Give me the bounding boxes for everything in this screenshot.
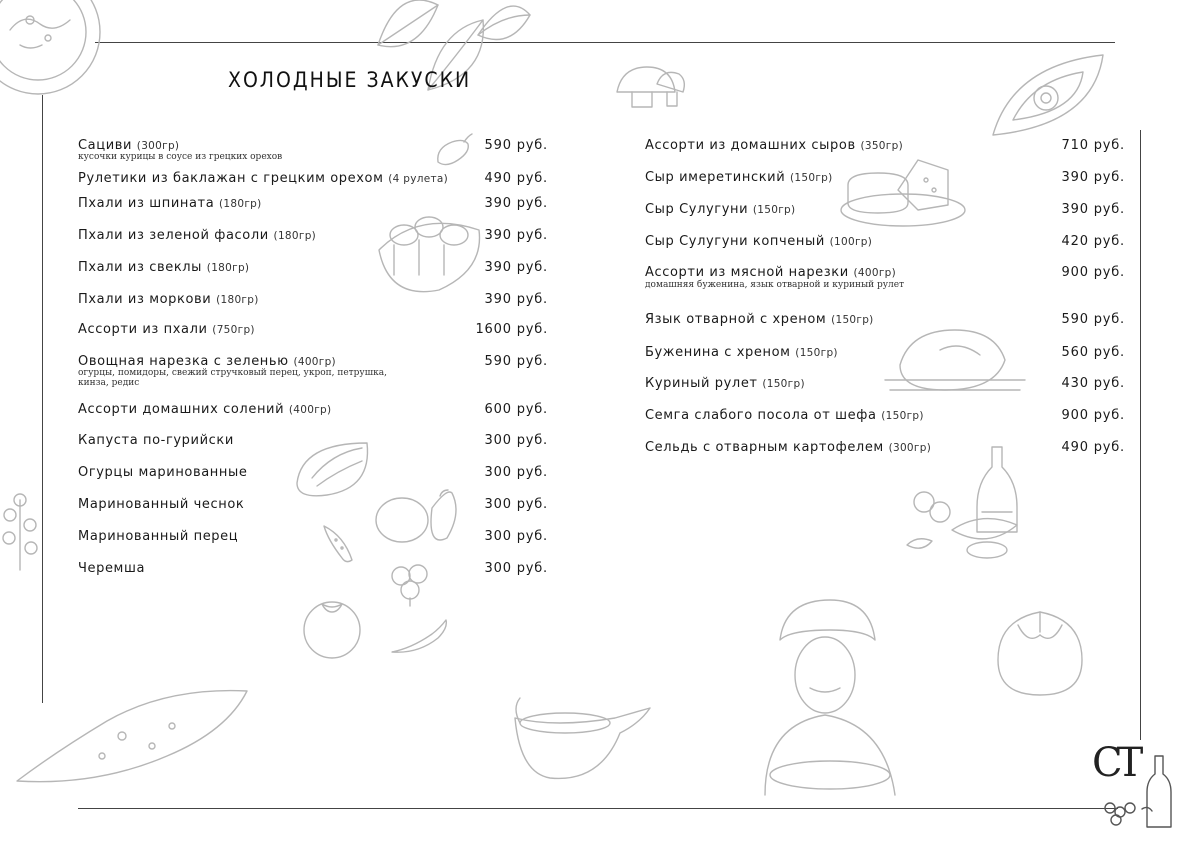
item-name: Сыр Сулугуни — [645, 202, 749, 217]
item-name-line — [645, 408, 924, 423]
logo-text: СТ — [1092, 740, 1138, 786]
item-name-line — [645, 440, 931, 455]
item-name: Пхали из зеленой фасоли — [78, 228, 269, 243]
item-price: 430 руб. — [1061, 376, 1125, 391]
item-name: Сациви — [78, 138, 133, 153]
herb-sprig-icon — [0, 490, 45, 570]
item-weight: (150гр) — [789, 172, 833, 184]
item-name-line — [78, 402, 331, 417]
item-name-line — [645, 202, 795, 217]
item-name: Пхали из моркови — [78, 292, 212, 307]
item-weight: (400гр) — [853, 267, 897, 279]
item-name: Ассорти из мясной нарезки — [645, 265, 849, 280]
item-name-line — [645, 376, 805, 391]
grapes-icon — [1100, 798, 1145, 828]
item-weight: (150гр) — [762, 378, 805, 390]
item-name: Пхали из свеклы — [78, 260, 203, 275]
item-weight: (4 рулета) — [388, 173, 449, 185]
item-price: 900 руб. — [1061, 265, 1125, 280]
item-weight: (180гр) — [216, 294, 259, 306]
item-name: Сыр Сулугуни копченый — [645, 234, 825, 249]
item-price: 390 руб. — [1061, 202, 1125, 217]
mushroom-icon — [612, 62, 687, 112]
item-weight: (750гр) — [212, 324, 255, 336]
item-price: 390 руб. — [484, 260, 548, 275]
item-price: 490 руб. — [484, 171, 548, 186]
item-weight: (150гр) — [831, 314, 874, 326]
item-price: 300 руб. — [484, 433, 548, 448]
item-name: Ассорти из домашних сыров — [645, 138, 856, 153]
item-price: 560 руб. — [1061, 345, 1125, 360]
item-price: 390 руб. — [484, 228, 548, 243]
item-name: Куриный рулет — [645, 376, 758, 391]
item-price: 590 руб. — [484, 354, 548, 369]
item-price: 490 руб. — [1061, 440, 1125, 455]
right-divider — [1140, 130, 1141, 740]
item-name-line — [78, 228, 316, 243]
eggplant-rolls-icon — [374, 205, 484, 295]
item-name-line — [78, 196, 262, 211]
top-divider — [95, 42, 1115, 43]
item-description: огурцы, помидоры, свежий стручковый перец, укроп, петрушка, — [78, 368, 387, 378]
item-weight: (100гр) — [829, 236, 873, 248]
item-weight: (350гр) — [860, 140, 903, 152]
item-name-line — [78, 354, 336, 369]
item-name: Маринованный перец — [78, 529, 239, 544]
item-name-line — [645, 234, 872, 249]
roast-chicken-icon — [880, 320, 1030, 400]
item-name: Капуста по-гурийски — [78, 433, 234, 448]
gravy-boat-icon — [505, 688, 655, 788]
bottom-divider — [78, 808, 1118, 809]
fish-platter-icon — [902, 490, 1024, 560]
item-weight: (150гр) — [881, 410, 924, 422]
item-price: 1600 руб. — [475, 322, 548, 337]
item-name: Ассорти домашних солений — [78, 402, 285, 417]
garlic-icon — [372, 488, 467, 546]
tomato-icon — [298, 592, 368, 660]
item-name: Язык отварной с хреном — [645, 312, 827, 327]
item-price: 390 руб. — [1061, 170, 1125, 185]
cheese-board-icon — [838, 155, 968, 230]
item-weight: (180гр) — [206, 262, 250, 274]
lavash-bread-icon — [12, 686, 252, 796]
item-name-line — [645, 345, 838, 360]
item-price: 300 руб. — [484, 497, 548, 512]
item-price: 600 руб. — [484, 402, 548, 417]
item-price: 900 руб. — [1061, 408, 1125, 423]
item-description: кусочки курицы в соусе из грецких орехов — [78, 152, 283, 162]
item-price: 420 руб. — [1061, 234, 1125, 249]
georgian-man-icon — [755, 600, 905, 795]
item-name: Маринованный чеснок — [78, 497, 245, 512]
item-name: Сельдь с отварным картофелем — [645, 440, 884, 455]
wine-bottle-icon — [1140, 754, 1180, 829]
item-name-line — [78, 171, 448, 186]
item-price: 710 руб. — [1061, 138, 1125, 153]
item-weight: (150гр) — [795, 347, 838, 359]
item-name: Семга слабого посола от шефа — [645, 408, 877, 423]
item-name: Пхали из шпината — [78, 196, 215, 211]
page-title: ХОЛОДНЫЕ ЗАКУСКИ — [228, 68, 472, 92]
cabbage-icon — [292, 438, 374, 498]
item-description-continued: кинза, редис — [78, 378, 140, 388]
item-name: Ассорти из пхали — [78, 322, 208, 337]
item-price: 300 руб. — [484, 465, 548, 480]
item-price: 300 руб. — [484, 529, 548, 544]
parsley-icon — [386, 562, 436, 607]
cucumber-icon — [318, 522, 358, 564]
item-price: 390 руб. — [484, 292, 548, 307]
item-name-line — [645, 170, 833, 185]
item-name: Овощная нарезка с зеленью — [78, 354, 289, 369]
item-name-line — [645, 265, 896, 280]
khinkali-icon — [988, 605, 1093, 700]
item-name-line — [645, 312, 874, 327]
item-name-line — [78, 138, 179, 153]
item-weight: (180гр) — [219, 198, 262, 210]
left-divider — [42, 95, 43, 703]
plate-icon — [0, 0, 115, 105]
item-weight: (180гр) — [273, 230, 317, 242]
item-name: Сыр имеретинский — [645, 170, 786, 185]
item-name-line — [78, 260, 249, 275]
restaurant-logo — [1090, 740, 1180, 832]
khachapuri-icon — [988, 50, 1108, 145]
chili-pepper-icon — [388, 618, 450, 658]
item-price: 300 руб. — [484, 561, 548, 576]
item-name: Черемша — [78, 561, 146, 576]
item-price: 590 руб. — [1061, 312, 1125, 327]
item-weight: (400гр) — [293, 356, 336, 368]
item-name: Буженина с хреном — [645, 345, 791, 360]
item-price: 590 руб. — [484, 138, 548, 153]
item-name: Огурцы маринованные — [78, 465, 248, 480]
item-weight: (400гр) — [288, 404, 332, 416]
item-name: Рулетики из баклажан с грецким орехом — [78, 171, 384, 186]
item-weight: (300гр) — [888, 442, 932, 454]
item-description: домашняя буженина, язык отварной и куриный рулет — [645, 280, 905, 290]
item-name-line — [78, 322, 255, 337]
item-name-line — [78, 292, 259, 307]
item-weight: (150гр) — [752, 204, 796, 216]
item-price: 390 руб. — [484, 196, 548, 211]
item-weight: (300гр) — [136, 140, 180, 152]
item-name-line — [645, 138, 903, 153]
